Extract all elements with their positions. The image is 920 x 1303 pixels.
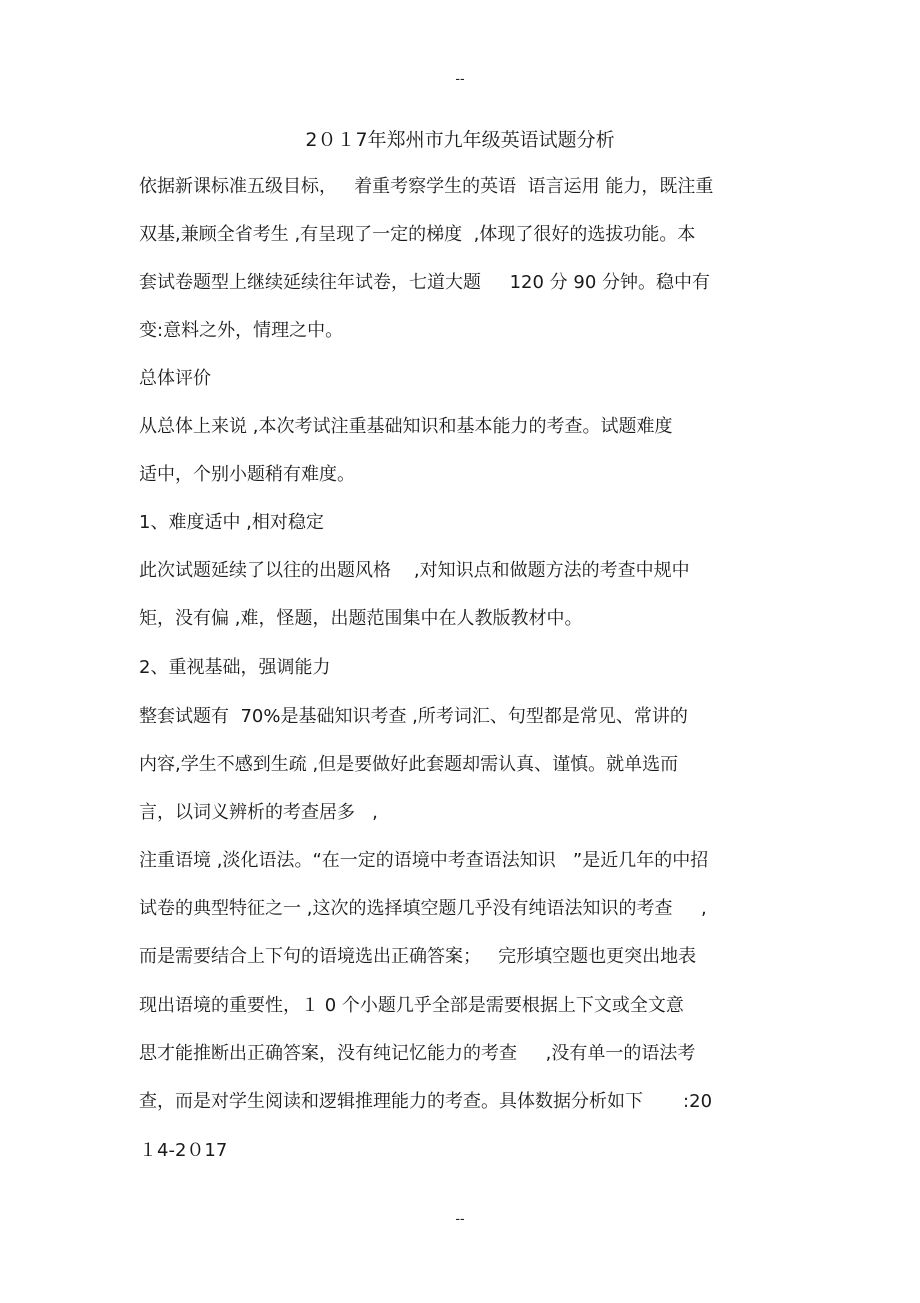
paragraph-line: 此次试题延续了以往的出题风格 ,对知识点和做题方法的考查中规中 (139, 560, 690, 581)
paragraph-line: 言，以词义辨析的考查居多 , (139, 802, 378, 823)
document-title: 2０１7年郑州市九年级英语试题分析 (305, 129, 615, 151)
paragraph-line: 双基,兼顾全省考生 ,有呈现了一定的梯度 ,体现了很好的选拔功能。本 (139, 224, 696, 245)
section-heading-1: 1、难度适中 ,相对稳定 (139, 512, 324, 533)
paragraph-line: 而是需要结合上下句的语境选出正确答案； 完形填空题也更突出地表 (139, 946, 697, 967)
paragraph-line: 从总体上来说 ,本次考试注重基础知识和基本能力的考查。试题难度 (139, 416, 673, 437)
paragraph-line: 变:意料之外，情理之中。 (139, 320, 344, 341)
section-heading-2: 2、重视基础，强调能力 (139, 657, 331, 678)
paragraph-line: 内容,学生不感到生疏 ,但是要做好此套题却需认真、谨慎。就单选而 (139, 754, 679, 775)
paragraph-line: 思才能推断出正确答案，没有纯记忆能力的考查 ,没有单一的语法考 (139, 1043, 696, 1064)
paragraph-line: 现出语境的重要性，１ 0 个小题几乎全部是需要根据上下文或全文意 (139, 995, 684, 1016)
paragraph-line: 适中，个别小题稍有难度。 (139, 464, 355, 485)
paragraph-line: １4-2０17 (139, 1140, 228, 1161)
paragraph-line: 查，而是对学生阅读和逻辑推理能力的考查。具体数据分析如下 :20 (139, 1091, 713, 1112)
paragraph-line: 依据新课标准五级目标， 着重考察学生的英语 语言运用 能力，既注重 (139, 176, 714, 197)
paragraph-line: 试卷的典型特征之一 ,这次的选择填空题几乎没有纯语法知识的考查 , (139, 898, 707, 919)
page-marker-bottom: -- (455, 1210, 465, 1226)
page-marker-top: -- (455, 70, 465, 86)
paragraph-line: 套试卷题型上继续延续往年试卷，七道大题 120 分 90 分钟。稳中有 (139, 272, 711, 293)
paragraph-line: 注重语境 ,淡化语法。“在一定的语境中考查语法知识 ”是近几年的中招 (139, 850, 709, 871)
section-heading-overall-evaluation: 总体评价 (139, 368, 211, 389)
paragraph-line: 矩，没有偏 ,难，怪题，出题范围集中在人教版教材中。 (139, 608, 583, 629)
paragraph-line: 整套试题有 70%是基础知识考查 ,所考词汇、句型都是常见、常讲的 (139, 706, 688, 727)
